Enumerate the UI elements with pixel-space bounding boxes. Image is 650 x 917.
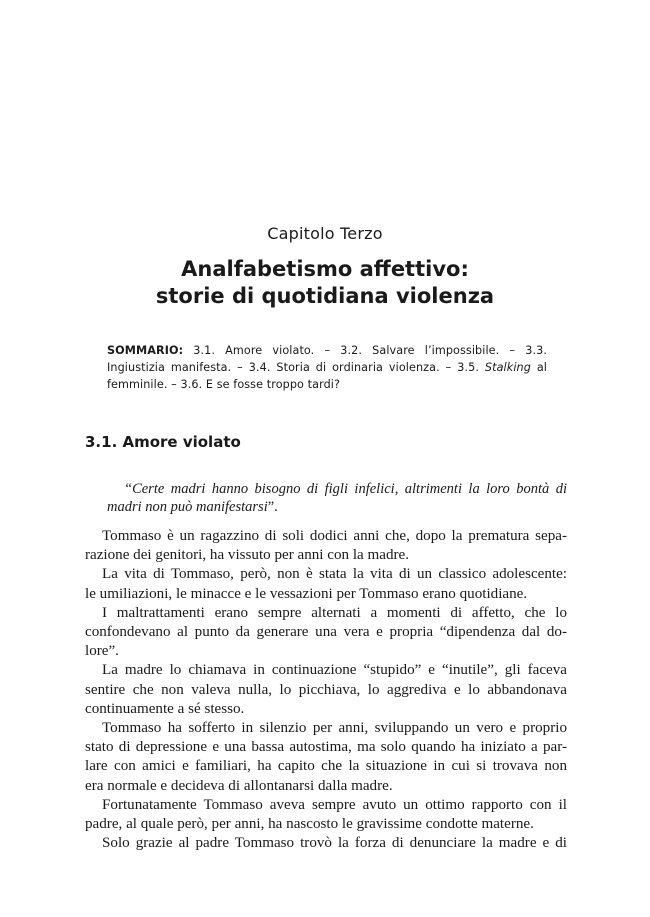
chapter-title-line-1: Analfabetismo affettivo:	[181, 257, 469, 281]
body-line: Tommaso ha sofferto in silenzio per anni, sviluppando un vero e proprio	[102, 720, 567, 737]
epigraph-tail: ”.	[267, 499, 278, 515]
chapter-label: Capitolo Terzo	[267, 224, 383, 243]
body-line: confondevano al punto da generare una vera e propria “dipendenza dal do-	[85, 624, 567, 641]
body-line: lore”.	[85, 643, 119, 660]
body-line: Fortunatamente Tommaso aveva sempre avuto un ottimo rapporto con il	[102, 796, 567, 813]
summary-text-part-2: al femminile. – 3.6. E se fosse troppo tardi?	[107, 361, 547, 391]
body-line: Solo grazie al padre Tommaso trovò la forza di denunciare la madre e di	[102, 835, 567, 852]
epigraph-quote	[107, 480, 567, 516]
body-paragraph	[85, 604, 567, 662]
section-heading: 3.1. Amore violato	[85, 433, 241, 451]
summary-label: SOMMARIO:	[107, 344, 184, 357]
body-line: stato di depressione e una bassa autostima, ma solo quando ha iniziato a par-	[85, 739, 567, 756]
summary-text-part-1: 3.1. Amore violato. – 3.2. Salvare l’impossibile. – 3.3. Ingiustizia manifesta. – 3.4. Storia di ordinaria violenza. – 3.5.	[107, 344, 547, 374]
body-text	[85, 527, 567, 853]
body-paragraph	[85, 565, 567, 603]
body-line: padre, al quale però, per anni, ha nascosto le gravissime condotte materne.	[85, 816, 534, 833]
body-line: I maltrattamenti erano sempre alternati a momenti di affetto, che lo	[102, 604, 567, 621]
body-line: le umiliazioni, le minacce e le vessazioni per Tommaso erano quotidiane.	[85, 585, 528, 602]
chapter-summary	[107, 342, 547, 393]
body-paragraph	[85, 834, 567, 853]
epigraph-text: “Certe madri hanno bisogno di figli infelici, altrimenti la loro bontà di madri non può manifestarsi	[107, 481, 567, 515]
body-paragraph	[85, 661, 567, 719]
body-line: sentire che non valeva nulla, lo picchiava, lo aggrediva e lo abbandonava	[85, 681, 567, 698]
body-paragraph	[85, 719, 567, 796]
summary-text-italic: Stalking	[484, 361, 531, 374]
body-line: La vita di Tommaso, però, non è stata la vita di un classico adolescente:	[102, 566, 567, 583]
body-line: era normale e decideva di allontanarsi dalla madre.	[85, 777, 393, 794]
chapter-title-line-2: storie di quotidiana violenza	[155, 284, 495, 308]
body-line: continuamente a sé stesso.	[85, 700, 245, 717]
chapter-title	[0, 256, 650, 310]
body-line: Tommaso è un ragazzino di soli dodici anni che, dopo la prematura sepa-	[102, 528, 567, 544]
body-line: razione dei genitori, ha vissuto per anni con la madre.	[85, 547, 409, 564]
body-paragraph	[85, 796, 567, 834]
body-line: lare con amici e familiari, ha capito che la situazione in cui si trovava non	[85, 758, 567, 775]
body-line: La madre lo chiamava in continuazione “stupido” e “inutile”, gli faceva	[102, 662, 567, 679]
body-paragraph	[85, 527, 567, 565]
